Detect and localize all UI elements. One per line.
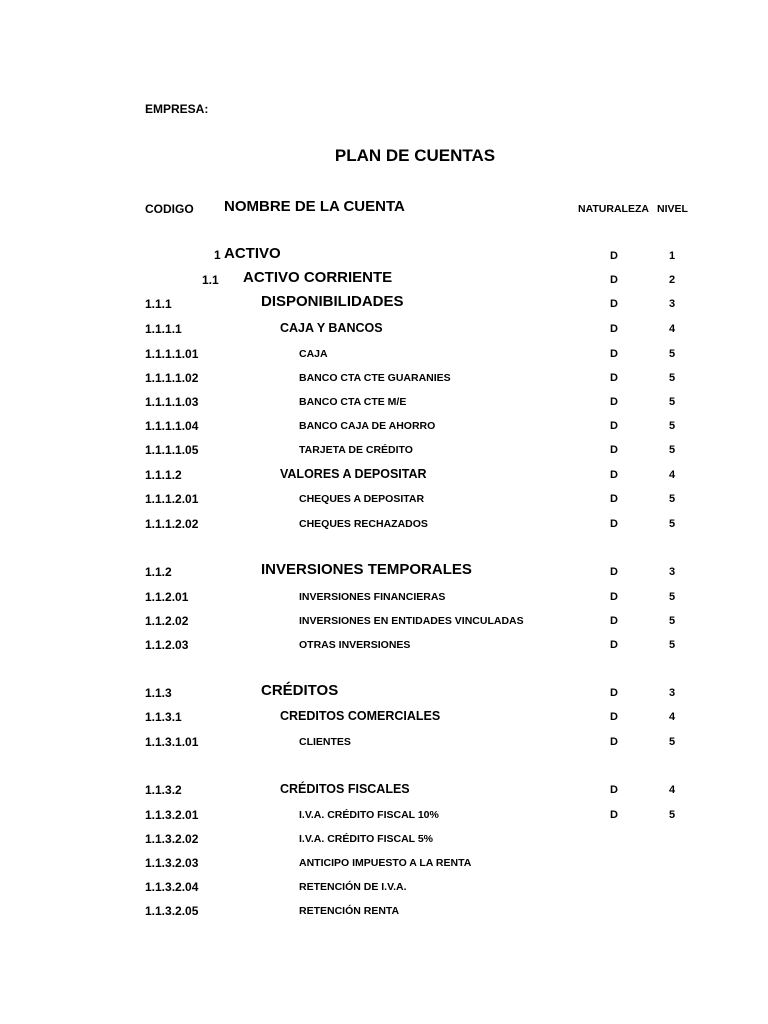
account-code: 1.1.3: [145, 686, 172, 700]
account-naturaleza: D: [610, 687, 618, 699]
table-row: [0, 517, 768, 541]
account-naturaleza: D: [610, 396, 618, 408]
account-code: 1.1.3.2.02: [145, 832, 199, 846]
account-code: 1.1.1.2.02: [145, 517, 199, 531]
account-name: INVERSIONES EN ENTIDADES VINCULADAS: [299, 615, 524, 627]
column-header-naturaleza: NATURALEZA: [578, 203, 649, 215]
account-naturaleza: D: [610, 591, 618, 603]
account-name: CHEQUES RECHAZADOS: [299, 518, 428, 530]
account-code: 1.1.1.1.03: [145, 395, 199, 409]
account-nivel: 5: [669, 420, 676, 432]
account-naturaleza: D: [610, 639, 618, 651]
account-name: CRÉDITOS FISCALES: [280, 782, 410, 796]
account-name: CREDITOS COMERCIALES: [280, 709, 441, 723]
account-naturaleza: D: [610, 298, 618, 310]
account-nivel: 5: [669, 493, 676, 505]
account-code: 1.1.3.1: [145, 710, 182, 724]
account-name: BANCO CTA CTE GUARANIES: [299, 372, 451, 384]
page-title: PLAN DE CUENTAS: [334, 146, 496, 165]
account-code: 1.1.3.1.01: [145, 735, 199, 749]
table-row: [0, 322, 768, 346]
account-code: 1.1.1.1.02: [145, 371, 199, 385]
account-naturaleza: D: [610, 809, 618, 821]
account-naturaleza: D: [610, 420, 618, 432]
account-code: 1.1.3.2.01: [145, 808, 199, 822]
table-row: [0, 443, 768, 467]
account-name: CHEQUES A DEPOSITAR: [299, 493, 425, 505]
account-naturaleza: D: [610, 444, 618, 456]
account-code: 1.1.1: [145, 297, 172, 311]
account-name: BANCO CAJA DE AHORRO: [299, 420, 436, 432]
account-name: RETENCIÓN RENTA: [299, 905, 400, 917]
table-row: [0, 293, 768, 321]
account-code: 1.1.2.01: [145, 590, 189, 604]
account-name: INVERSIONES TEMPORALES: [261, 561, 472, 578]
account-nivel: 4: [669, 469, 676, 481]
account-code: 1.1.1.1.04: [145, 419, 199, 433]
account-naturaleza: D: [610, 615, 618, 627]
account-code: 1.1.1.2.01: [145, 492, 199, 506]
account-naturaleza: D: [610, 711, 618, 723]
account-name: ACTIVO CORRIENTE: [243, 269, 393, 286]
table-row: [0, 638, 768, 662]
table-row: [0, 832, 768, 856]
account-code: 1.1.3.2.04: [145, 880, 199, 894]
account-code: 1: [214, 248, 221, 262]
column-header-nivel: NIVEL: [657, 203, 688, 215]
account-naturaleza: D: [610, 372, 618, 384]
table-row: [0, 904, 768, 928]
account-naturaleza: D: [610, 566, 618, 578]
account-nivel: 4: [669, 323, 676, 335]
account-nivel: 5: [669, 518, 676, 530]
account-name: RETENCIÓN DE I.V.A.: [299, 881, 407, 893]
table-row: [0, 492, 768, 516]
account-naturaleza: D: [610, 250, 618, 262]
account-nivel: 5: [669, 348, 676, 360]
account-name: I.V.A. CRÉDITO FISCAL 10%: [299, 809, 439, 821]
account-name: OTRAS INVERSIONES: [299, 639, 411, 651]
account-nivel: 3: [669, 298, 676, 310]
account-name: CRÉDITOS: [261, 682, 339, 699]
account-naturaleza: D: [610, 348, 618, 360]
account-nivel: 5: [669, 591, 676, 603]
account-naturaleza: D: [610, 784, 618, 796]
account-nivel: 1: [669, 250, 676, 262]
account-name: BANCO CTA CTE M/E: [299, 396, 407, 408]
account-name: TARJETA DE CRÉDITO: [299, 444, 413, 456]
account-code: 1.1.2.02: [145, 614, 189, 628]
account-nivel: 4: [669, 711, 676, 723]
table-row: [0, 614, 768, 638]
account-nivel: 5: [669, 396, 676, 408]
account-name: I.V.A. CRÉDITO FISCAL 5%: [299, 833, 434, 845]
table-row: [0, 371, 768, 395]
account-naturaleza: D: [610, 736, 618, 748]
account-nivel: 5: [669, 809, 676, 821]
account-nivel: 4: [669, 784, 676, 796]
account-code: 1.1.3.2.05: [145, 904, 199, 918]
account-nivel: 2: [669, 274, 676, 286]
account-code: 1.1.1.1.05: [145, 443, 199, 457]
account-nivel: 5: [669, 639, 676, 651]
table-row: [0, 561, 768, 589]
account-name: DISPONIBILIDADES: [261, 293, 404, 310]
account-nivel: 5: [669, 736, 676, 748]
table-row: [0, 590, 768, 614]
table-row: [0, 468, 768, 492]
account-code: 1.1.3.2: [145, 783, 182, 797]
table-row: [0, 783, 768, 807]
account-name: ANTICIPO IMPUESTO A LA RENTA: [299, 857, 472, 869]
account-code: 1.1.3.2.03: [145, 856, 199, 870]
account-code: 1.1.1.1.01: [145, 347, 199, 361]
empresa-label: EMPRESA:: [145, 102, 209, 116]
account-naturaleza: D: [610, 323, 618, 335]
account-name: CAJA Y BANCOS: [280, 321, 383, 335]
table-row: [0, 710, 768, 734]
table-row: [0, 347, 768, 371]
table-row: [0, 880, 768, 904]
table-row: [0, 856, 768, 880]
account-nivel: 5: [669, 444, 676, 456]
account-code: 1.1.1.1: [145, 322, 182, 336]
account-nivel: 5: [669, 615, 676, 627]
account-naturaleza: D: [610, 493, 618, 505]
column-header-nombre: NOMBRE DE LA CUENTA: [224, 198, 405, 215]
account-nivel: 5: [669, 372, 676, 384]
account-code: 1.1: [202, 273, 219, 287]
account-name: VALORES A DEPOSITAR: [280, 467, 427, 481]
account-code: 1.1.2: [145, 565, 172, 579]
account-naturaleza: D: [610, 274, 618, 286]
account-code: 1.1.2.03: [145, 638, 189, 652]
account-name: CLIENTES: [299, 736, 351, 748]
table-row: [0, 682, 768, 710]
table-row: [0, 808, 768, 832]
account-nivel: 3: [669, 687, 676, 699]
column-header-codigo: CODIGO: [145, 202, 194, 216]
table-row: [0, 419, 768, 443]
table-row: [0, 395, 768, 419]
account-name: ACTIVO: [224, 245, 281, 262]
account-name: INVERSIONES FINANCIERAS: [299, 591, 446, 603]
account-code: 1.1.1.2: [145, 468, 182, 482]
account-nivel: 3: [669, 566, 676, 578]
table-row: [0, 735, 768, 759]
account-naturaleza: D: [610, 469, 618, 481]
account-name: CAJA: [299, 348, 328, 360]
account-naturaleza: D: [610, 518, 618, 530]
